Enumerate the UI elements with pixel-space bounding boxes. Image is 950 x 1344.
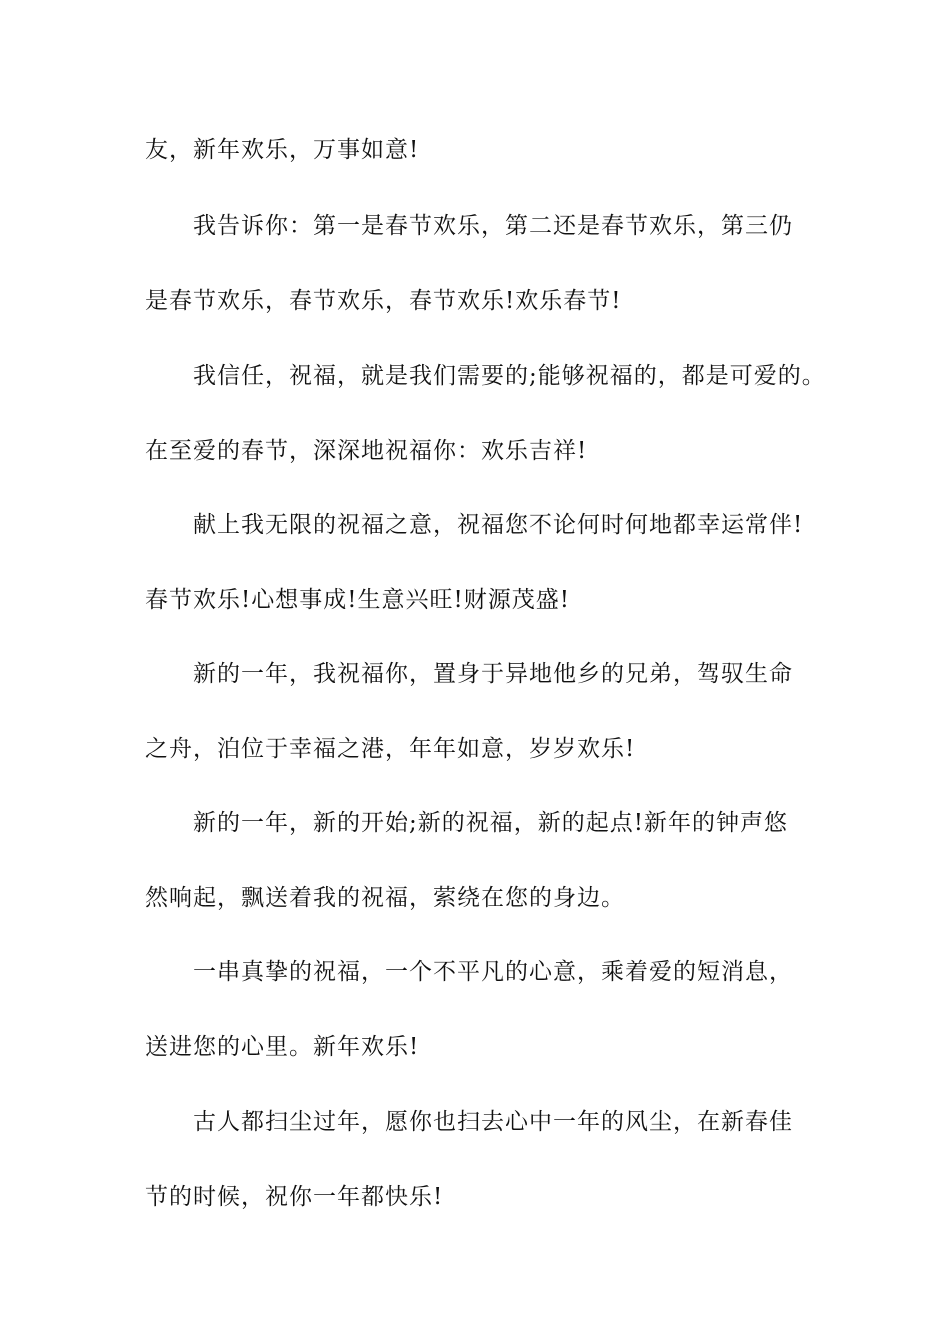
text-line: 之舟，泊位于幸福之港，年年如意，岁岁欢乐! <box>145 736 636 762</box>
text-line: 是春节欢乐，春节欢乐，春节欢乐!欢乐春节! <box>145 288 622 314</box>
text-line: 节的时候，祝你一年都快乐! <box>145 1184 444 1210</box>
text-line: 春节欢乐!心想事成!生意兴旺!财源茂盛! <box>145 587 570 613</box>
paragraph-first-line: 新的一年，我祝福你，置身于异地他乡的兄弟，驾驭生命 <box>193 661 793 687</box>
text-line: 然响起，飘送着我的祝福，萦绕在您的身边。 <box>145 885 625 911</box>
paragraph-first-line: 新的一年，新的开始;新的祝福，新的起点!新年的钟声悠 <box>193 810 788 836</box>
text-line: 送进您的心里。新年欢乐! <box>145 1034 420 1060</box>
text-line: 友，新年欢乐，万事如意! <box>145 137 420 163</box>
paragraph-first-line: 献上我无限的祝福之意，祝福您不论何时何地都幸运常伴! <box>193 512 804 538</box>
paragraph-first-line: 我信任，祝福，就是我们需要的;能够祝福的，都是可爱的。 <box>193 363 826 389</box>
paragraph-first-line: 古人都扫尘过年，愿你也扫去心中一年的风尘，在新春佳 <box>193 1109 793 1135</box>
text-line: 在至爱的春节，深深地祝福你：欢乐吉祥! <box>145 438 588 464</box>
paragraph-first-line: 一串真挚的祝福，一个不平凡的心意，乘着爱的短消息， <box>193 959 793 985</box>
paragraph-first-line: 我告诉你：第一是春节欢乐，第二还是春节欢乐，第三仍 <box>193 213 793 239</box>
